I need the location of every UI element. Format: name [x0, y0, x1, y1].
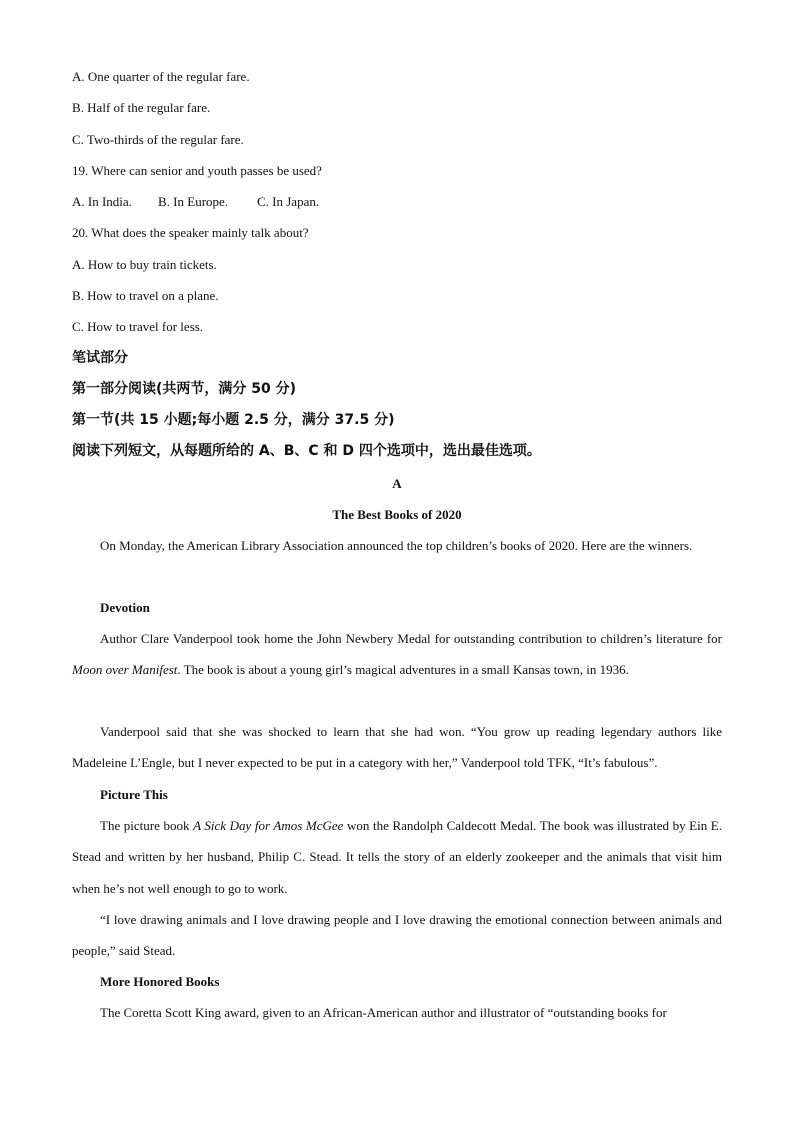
- q20-option-c: C. How to travel for less.: [72, 319, 204, 334]
- q20-option-a: A. How to buy train tickets.: [72, 257, 217, 272]
- q19-option-a: A. In India.: [72, 194, 132, 209]
- devotion-p1-text-b: . The book is about a young girl’s magical adventures in a small Kansas town, in 1936.: [177, 662, 629, 678]
- q18-option-a: A. One quarter of the regular fare.: [72, 69, 250, 84]
- more-honored-heading: More Honored Books: [100, 974, 220, 989]
- q19-question: 19. Where can senior and youth passes be used?: [72, 163, 322, 178]
- q18-option-b: B. Half of the regular fare.: [72, 100, 211, 115]
- q20-question: 20. What does the speaker mainly talk about?: [72, 225, 309, 240]
- q18-option-c: C. Two-thirds of the regular fare.: [72, 132, 244, 147]
- honored-paragraph-1: The Coretta Scott King award, given to an African-American author and illustrator of “outstanding books for: [100, 1005, 667, 1020]
- written-section-title: 笔试部分: [72, 350, 128, 366]
- devotion-heading: Devotion: [100, 600, 150, 615]
- book-title-amos-mcgee: A Sick Day for Amos McGee: [193, 818, 344, 833]
- intro-paragraph: On Monday, the American Library Association announced the top children’s books of 2020. Here are the winners.: [100, 538, 693, 553]
- section-one-title: 第一节(共 15 小题;每小题 2.5 分，满分 37.5 分): [72, 412, 395, 428]
- reading-instruction: 阅读下列短文，从每题所给的 A、B、C 和 D 四个选项中，选出最佳选项。: [72, 443, 541, 459]
- book-title-moon-over-manifest: Moon over Manifest: [72, 662, 178, 678]
- q19-option-c: C. In Japan.: [257, 194, 320, 209]
- q20-option-b: B. How to travel on a plane.: [72, 288, 219, 303]
- part-one-title: 第一部分阅读(共两节，满分 50 分): [72, 381, 297, 397]
- picture-this-heading: Picture This: [100, 787, 168, 802]
- picture-paragraph-1: [72, 810, 722, 904]
- picture-p1-text-a: The picture book: [100, 818, 194, 833]
- q19-options: [72, 194, 319, 210]
- devotion-paragraph-1: [72, 623, 722, 686]
- passage-title: The Best Books of 2020: [332, 507, 462, 522]
- picture-p1-text-b: won the Randolph Caldecott Medal. The book was illustrated by Ein E. Stead and written by her husband, Philip C. Stead. It tells the story of an elderly zookeeper and the animals that visit him when he’s not well enough to go to work.: [72, 818, 722, 896]
- passage-letter: A: [392, 476, 402, 491]
- devotion-p1-text-a: Author Clare Vanderpool took home the John Newbery Medal for outstanding contribution to children’s literature for: [100, 631, 722, 646]
- devotion-paragraph-2: Vanderpool said that she was shocked to learn that she had won. “You grow up reading legendary authors like Madeleine L’Engle, but I never expected to be put in a category with her,” Vanderpool told TFK, “It’s fabulous”.: [72, 724, 722, 771]
- picture-paragraph-2: “I love drawing animals and I love drawing people and I love drawing the emotional connection between animals and people,” said Stead.: [72, 912, 722, 959]
- q19-option-b: B. In Europe.: [158, 194, 229, 209]
